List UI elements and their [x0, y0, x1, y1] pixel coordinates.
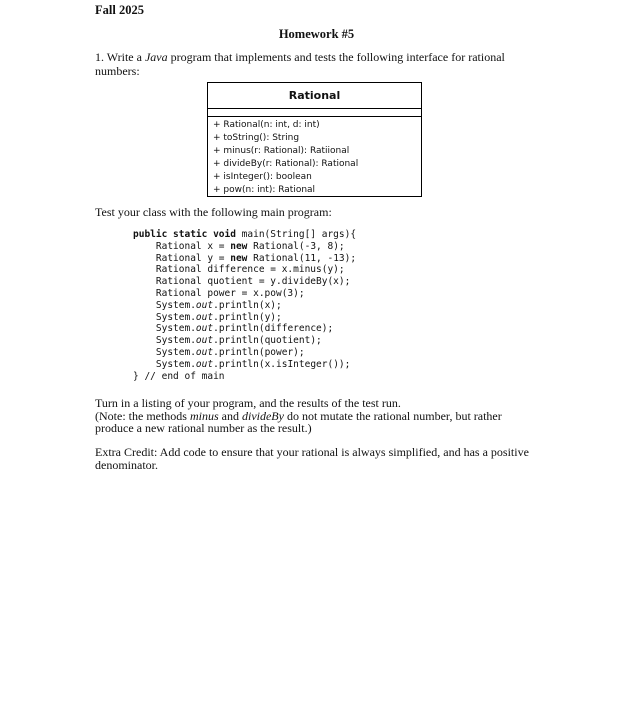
- uml-operations-compartment: [208, 117, 421, 197]
- code-keyword: new: [230, 240, 248, 252]
- turn-in-line: Turn in a listing of your program, and the results of the test run.: [95, 396, 401, 410]
- code-token: .println(quotient);: [213, 335, 322, 347]
- code-token: .println(x);: [213, 299, 282, 311]
- uml-operation: + pow(n: int): Rational: [213, 185, 316, 195]
- test-instructions: Test your class with the following main program:: [95, 205, 332, 219]
- term-header: Fall 2025: [95, 3, 144, 17]
- code-line: [133, 371, 356, 383]
- code-line: [133, 347, 356, 359]
- code-token: .println(y);: [213, 311, 282, 323]
- note-method-minus: minus: [189, 408, 219, 423]
- code-token: System.: [133, 335, 196, 347]
- question-number: 1.: [95, 50, 104, 64]
- code-keyword: public static void: [133, 229, 242, 240]
- note-text: do not mutate the rational number, but rather produce a new rational number as the result.): [95, 408, 502, 436]
- code-field: out: [195, 335, 214, 347]
- code-token: Rational y =: [133, 252, 231, 264]
- code-line: [133, 323, 356, 335]
- uml-class-diagram: [207, 82, 422, 197]
- code-line: [133, 288, 356, 300]
- code-field: out: [195, 358, 214, 370]
- code-line: [133, 264, 356, 276]
- code-line: [133, 276, 356, 288]
- code-line: [133, 241, 356, 253]
- question-language: Java: [144, 50, 168, 64]
- code-line: [133, 312, 356, 324]
- question-1: [95, 50, 540, 78]
- code-token: System.: [133, 323, 196, 335]
- page-title: Homework #5: [278, 27, 355, 41]
- question-text-before: Write a: [106, 50, 145, 64]
- code-token: Rational power = x.pow(3);: [133, 287, 305, 299]
- code-line: [133, 253, 356, 265]
- code-line: [133, 229, 356, 241]
- code-token: Rational difference = x.minus(y);: [133, 264, 345, 276]
- uml-attributes-compartment: [208, 109, 421, 117]
- code-token: Rational(11, -13);: [247, 252, 357, 264]
- question-text-after: program that implements and tests the following interface for rational numbers:: [95, 50, 505, 78]
- code-field: out: [195, 299, 214, 311]
- code-keyword: new: [230, 252, 248, 264]
- code-token: .println(power);: [213, 346, 305, 358]
- code-field: out: [195, 323, 214, 335]
- code-field: out: [195, 346, 214, 358]
- uml-operation: + toString(): String: [213, 133, 300, 143]
- code-token: .println(difference);: [213, 323, 334, 335]
- code-token: } // end of main: [133, 370, 225, 382]
- note-text: and: [218, 408, 242, 423]
- code-line: [133, 300, 356, 312]
- uml-operation: + Rational(n: int, d: int): [213, 120, 320, 130]
- code-token: Rational(-3, 8);: [247, 240, 345, 252]
- code-line: [133, 359, 356, 371]
- code-token: .println(x.isInteger());: [213, 358, 351, 370]
- uml-operation: + divideBy(r: Rational): Rational: [213, 159, 359, 169]
- code-token: Rational quotient = y.divideBy(x);: [133, 276, 351, 288]
- code-token: System.: [133, 311, 196, 323]
- code-token: System.: [133, 346, 196, 358]
- note-text: (Note: the methods: [95, 408, 190, 423]
- uml-operation: + isInteger(): boolean: [213, 172, 312, 182]
- turn-in-paragraph: [95, 397, 537, 435]
- code-token: System.: [133, 358, 196, 370]
- code-line: [133, 335, 356, 347]
- code-listing: [133, 229, 356, 382]
- code-token: Rational x =: [133, 240, 231, 252]
- note-method-divideby: divideBy: [241, 408, 284, 423]
- uml-operation: + minus(r: Rational): Ratiional: [213, 146, 350, 156]
- extra-credit-paragraph: Extra Credit: Add code to ensure that your rational is always simplified, and has a positive denominator.: [95, 445, 529, 472]
- code-token: main(String[] args){: [241, 229, 357, 240]
- code-token: System.: [133, 299, 196, 311]
- uml-class-name: Rational: [208, 83, 421, 109]
- code-field: out: [195, 311, 214, 323]
